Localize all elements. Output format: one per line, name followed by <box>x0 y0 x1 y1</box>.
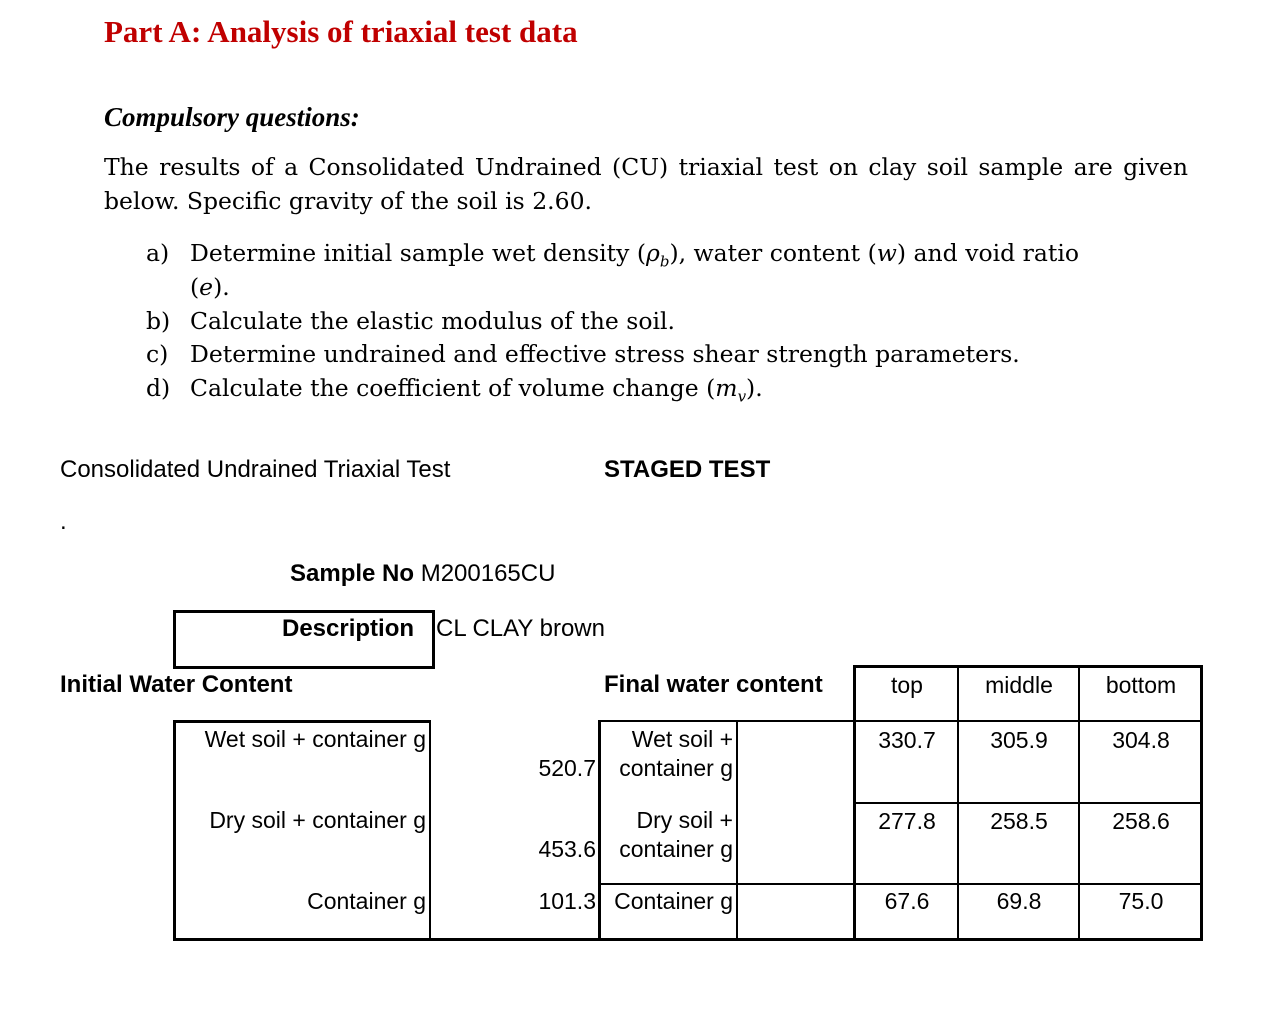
question-text: Determine initial sample wet density $(\rho_b)$, water content (w) and void ratio <box>190 239 1079 271</box>
final-value: 258.6 <box>1112 808 1170 834</box>
final-value: 330.7 <box>878 727 936 753</box>
final-row-label: Wet soil + container g <box>619 726 733 781</box>
question-a <box>146 236 1146 270</box>
initial-row-label: Dry soil + container g <box>209 807 426 833</box>
initial-row-label: Wet soil + container g <box>204 726 426 752</box>
stray-dot: . <box>60 508 67 535</box>
final-row-label: Container g <box>614 888 733 914</box>
intro-paragraph: The results of a Consolidated Undrained (CU) triaxial test on clay soil sample are given below. Specific gravity of the soil is 2.60. <box>104 153 1188 215</box>
column-header-top: top <box>891 672 923 698</box>
test-name: Consolidated Undrained Triaxial Test <box>60 456 451 483</box>
staged-test-label: STAGED TEST <box>604 456 771 483</box>
question-d: d) Calculate the coefficient of volume change $(m_v)$. <box>146 374 763 406</box>
final-value: 258.5 <box>990 808 1048 834</box>
column-header-middle: middle <box>985 672 1053 698</box>
column-header-bottom: bottom <box>1105 672 1177 698</box>
initial-row-value: 453.6 <box>538 836 596 862</box>
question-letter: a) <box>146 239 170 267</box>
question-b: b) Calculate the elastic modulus of the soil. <box>146 307 675 335</box>
final-water-title: Final water content <box>604 671 823 698</box>
final-value: 304.8 <box>1112 727 1170 753</box>
final-value: 305.9 <box>990 727 1048 753</box>
page-title: Part A: Analysis of triaxial test data <box>104 14 578 49</box>
sample-number: Sample No M200165CU <box>290 560 556 587</box>
initial-row-label: Container g <box>307 888 426 914</box>
question-a-cont: (e). <box>190 273 230 301</box>
description-label: Description <box>282 615 415 642</box>
description-value: CL CLAY brown <box>436 615 605 642</box>
final-row-label: Dry soil + container g <box>619 807 733 862</box>
initial-row-value: 101.3 <box>538 888 596 914</box>
final-value: 277.8 <box>878 808 936 834</box>
final-value: 67.6 <box>884 888 930 914</box>
section-subheading: Compulsory questions: <box>104 102 360 132</box>
final-value: 75.0 <box>1118 888 1164 914</box>
initial-row-value: 520.7 <box>538 755 596 781</box>
question-c: c) Determine undrained and effective stress shear strength parameters. <box>146 340 1020 368</box>
final-value: 69.8 <box>996 888 1042 914</box>
initial-water-title: Initial Water Content <box>60 671 293 698</box>
